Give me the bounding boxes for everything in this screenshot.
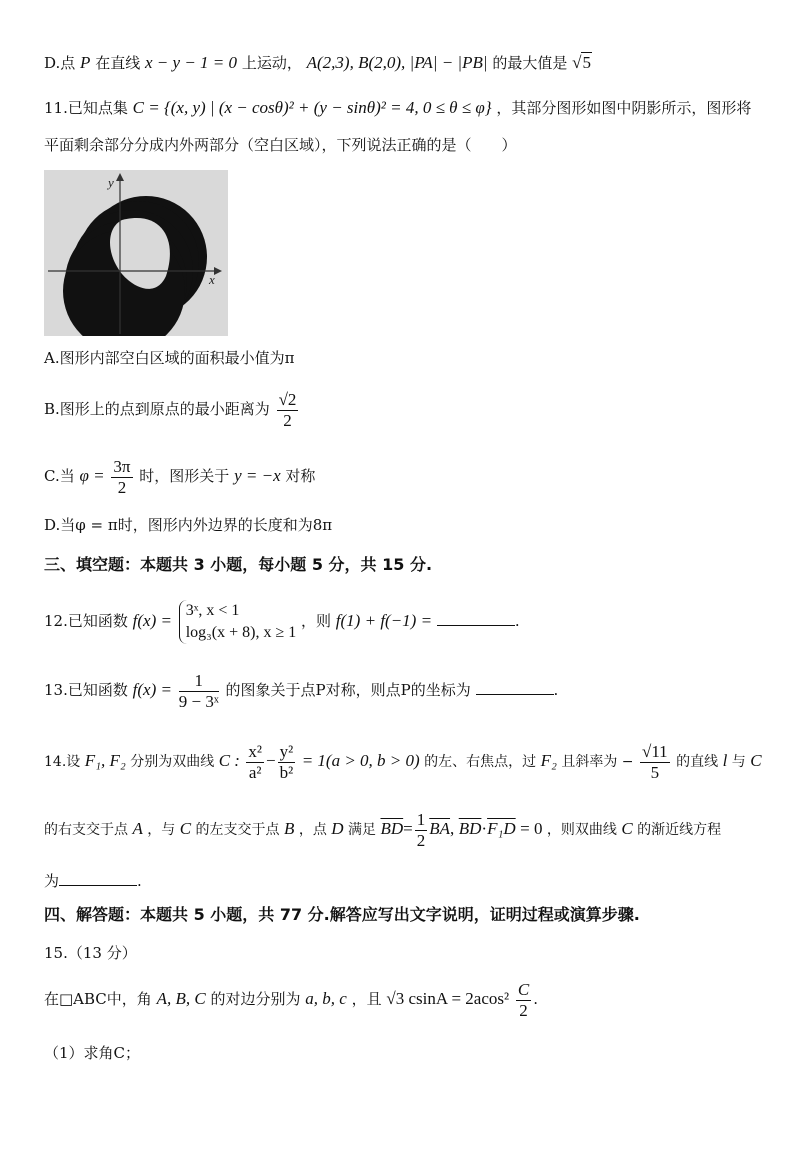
q11-option-d: D.当φ = π时，图形内外边界的长度和为8π [44,516,333,534]
denominator: 2 [416,830,426,850]
fraction [516,980,531,1021]
answer-blank[interactable] [476,680,554,695]
vector: $\overline{BA}$ [429,819,451,838]
x-axis-label: x [209,272,215,287]
math: B [284,819,295,838]
text: 分别为双曲线 [130,754,215,770]
text: 对称 [285,467,316,485]
text: 上运动， [241,54,302,72]
math: C [621,819,633,838]
radicand: 5 [582,53,591,72]
section-heading: 三、填空题：本题共 3 小题，每小题 5 分，共 15 分. [44,555,433,574]
case: log₃(x + 8), x ≥ 1 [185,624,297,641]
section-heading: 四、解答题：本题共 5 小题，共 77 分.解答应写出文字说明，证明过程或演算步骤. [44,905,640,924]
q11-option-a: A.图形内部空白区域的面积最小值为π [44,349,295,367]
q11-option-b [44,384,300,434]
text: D.点 [44,54,76,72]
math: A, B, C [156,989,206,1008]
text: 在直线 [95,54,141,72]
math: F₂ [540,751,557,770]
math: a, b, c [305,989,347,1008]
math: f(1) + f(−1) = [335,611,433,630]
math: φ = [79,466,105,485]
fraction [640,742,670,783]
math: l [722,751,728,770]
q11-option-c [44,454,315,498]
q14: 14.设 F₁, F₂ 分别为双曲线 C : $\frac{\text{x²}}{\text{a²}}$ − $\frac{\text{y²}}{\text{b²}}$ = 1(a > 0, b > 0) 的左、右焦点，过 F₂ 且斜率为 − $\frac{√11}{5}$ 的直线 l 与 C [44,741,762,782]
q11-figure [44,170,228,336]
text: C.当 [44,467,75,485]
math: D [331,819,344,838]
text: 且斜率为 − [561,754,634,770]
math: f(x) = [132,611,172,630]
denominator: 9 − 3ˣ [178,691,219,711]
text: 的右支交于点 [44,822,128,838]
math: = 1(a > 0, b > 0) [301,751,420,770]
numerator: y² [279,741,294,761]
fraction [111,457,132,498]
math: = 0 [520,819,543,838]
text: 的图象关于点P对称，则点P的坐标为 [225,681,471,699]
q13 [44,668,558,712]
numerator: 1 [179,671,219,692]
vector: $\overline{BD}$ [458,819,482,838]
text: 的左、右焦点，过 [424,754,537,770]
text: ，其部分图形如图中阴影所示，图形将 [496,99,752,117]
math: P [80,53,91,72]
q12 [44,596,520,646]
text: . [533,990,538,1008]
denominator: 2 [283,410,292,430]
q14-line2: 的右支交于点 A ，与 C 的左支交于点 B ，点 D 满足 $\overline{BD}=$ $\frac{1}{2}$ $\overline{BA}$, $\overline{BD}\cdot F_1D = 0$ ，则双曲线 C 的渐近线方程 [44,809,722,850]
text: 12.已知函数 [44,612,128,630]
fraction [415,810,428,851]
fraction [278,742,296,783]
math-set: C = {(x, y) | (x − cosθ)² + (y − sinθ)² = 4, 0 ≤ θ ≤ φ} [132,98,492,117]
text: 的最大值是 [492,54,568,72]
text: ，则 [301,612,332,630]
math: C : [218,751,240,770]
math: A [132,819,143,838]
vector: F₁D [487,819,516,838]
answer-blank[interactable] [437,611,515,626]
text: 与 [731,754,746,770]
text: 时，图形关于 [139,467,230,485]
text: 14.设 [44,754,81,770]
numerator: x² [248,741,263,761]
text: 的左支交于点 [195,822,280,838]
y-axis-label: y [108,175,114,190]
sqrt: √5 [572,53,591,72]
math: C [179,819,192,838]
q15-stem [44,976,538,1022]
q14-line3 [44,870,142,892]
denominator: b² [279,762,294,782]
piecewise [179,600,296,644]
text: 的对边分别为 [210,990,301,1008]
fraction [246,742,264,783]
denominator: a² [248,762,262,782]
math: A(2,3), B(2,0), |PA| − |PB| [306,53,488,72]
numerator: √2 [278,389,297,409]
numerator: 3π [113,456,131,476]
text: . [514,612,520,630]
case: 3ˣ, x < 1 [185,602,240,619]
numerator: √11 [641,741,668,761]
denominator: 5 [650,762,660,782]
denominator: 2 [117,477,127,497]
text: ，则双曲线 [546,822,617,838]
denominator: 2 [519,1000,528,1020]
text: 为 [44,872,60,890]
fraction [179,671,219,712]
text: ，且 [351,990,382,1008]
text: . [137,872,142,890]
math: f(x) = [132,680,172,699]
math: y = −x [234,466,281,485]
text: 的直线 [676,754,719,770]
math: C [750,751,762,770]
vector: $\overline{BD}$ [380,819,404,838]
text: B.图形上的点到原点的最小距离为 [44,400,270,418]
q11-stem [44,97,751,119]
q15-number: 15.（13 分） [44,944,137,962]
numerator: 1 [416,809,426,829]
text: 满足 [348,822,377,838]
q10-option-d [44,52,592,74]
math: F₁, F₂ [84,751,126,770]
q11-stem-line2: 平面剩余部分分成内外两部分（空白区域），下列说法正确的是（ ） [44,136,517,154]
text: ，与 [147,822,176,838]
fraction [277,390,299,431]
text: ，点 [298,822,327,838]
text: 在□ABC中，角 [44,990,152,1008]
numerator: C [517,979,530,999]
answer-blank[interactable] [59,871,137,886]
q15-part1: （1）求角C； [44,1044,141,1062]
text: 13.已知函数 [44,681,128,699]
math: x − y − 1 = 0 [145,53,238,72]
math: √3 csinA = 2acos² [386,989,510,1008]
question-number: 11.已知点集 [44,99,128,117]
text: 的渐近线方程 [637,822,722,838]
text: . [553,681,559,699]
